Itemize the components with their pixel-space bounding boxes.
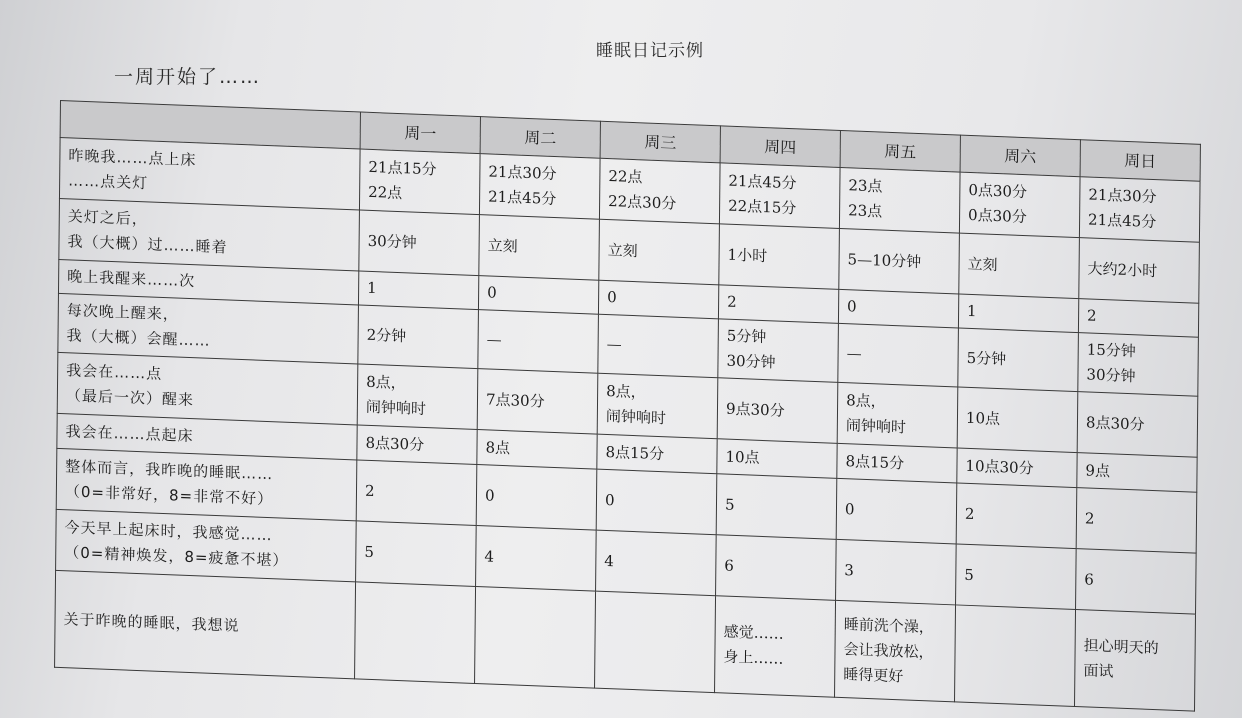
table-cell: 大约2小时 (1079, 238, 1200, 304)
sleep-diary-table (54, 100, 1201, 712)
table-cell: 5—10分钟 (839, 228, 960, 294)
day-header-mon: 周一 (360, 112, 480, 154)
table-cell: 1 (958, 294, 1078, 333)
table-cell: 0 (476, 465, 597, 531)
table-cell: 6 (1076, 549, 1197, 615)
table-cell: — (478, 310, 599, 374)
table-cell: 8点30分 (357, 425, 477, 465)
table-cell: 立刻 (959, 233, 1080, 299)
table-cell: 1小时 (719, 224, 840, 290)
table-cell (955, 605, 1076, 707)
table-cell: 睡前洗个澡， 会让我放松， 睡得更好 (835, 600, 956, 702)
table-cell: — (838, 323, 959, 387)
table-cell: 2 (1076, 488, 1197, 554)
table-cell (595, 591, 716, 693)
table-cell: 8点15分 (597, 434, 717, 474)
table-cell: 5 (716, 474, 837, 540)
row-label: 我会在……点 （最后一次）醒来 (57, 352, 358, 424)
table-cell: 10点 (957, 387, 1078, 453)
table-cell: 0点30分 0点30分 (959, 172, 1080, 238)
table-cell: 0 (478, 276, 598, 315)
day-header-wed: 周三 (600, 121, 720, 163)
table-cell: 10点 (717, 439, 837, 479)
table-cell: 感觉…… 身上…… (715, 596, 836, 698)
table-cell: 9点30分 (717, 378, 838, 444)
row-label: 关于昨晚的睡眠，我想说 (55, 570, 356, 678)
table-cell: 23点 23点 (839, 167, 960, 233)
table-cell: 8点15分 (837, 443, 957, 483)
table-cell: 15分钟 30分钟 (1078, 333, 1199, 397)
table-cell: 0 (596, 469, 717, 535)
table-cell: 9点 (1077, 453, 1197, 493)
table-cell: 21点45分 22点15分 (719, 163, 840, 229)
table-cell: 4 (596, 530, 717, 596)
day-header-thu: 周四 (720, 126, 840, 168)
row-label: 今天早上起床时，我感觉…… （0=精神焕发，8=疲惫不堪） (56, 509, 357, 581)
table-cell: 0 (838, 289, 958, 328)
row-label: 每次晚上醒来， 我（大概）会醒…… (58, 293, 359, 364)
row-label: 整体而言，我昨晚的睡眠…… （0=非常好，8=非常不好） (56, 448, 357, 520)
table-cell: 21点30分 21点45分 (479, 154, 600, 220)
table-cell: 6 (716, 535, 837, 601)
table-cell: 8点 (477, 430, 597, 470)
table-cell: 5 (956, 544, 1077, 610)
table-cell: 5 (356, 521, 477, 587)
table-cell: — (598, 314, 719, 378)
table-cell: 21点15分 22点 (359, 149, 480, 215)
table-cell: 2 (1078, 299, 1198, 338)
table-cell: 8点30分 (1077, 392, 1198, 458)
table-cell: 4 (476, 526, 597, 592)
row-label: 昨晚我……点上床 ……点关灯 (59, 138, 360, 210)
sleep-diary-table-wrapper (54, 100, 1200, 712)
day-header-fri: 周五 (840, 130, 960, 172)
table-cell: 1 (358, 271, 478, 310)
table-cell: 立刻 (599, 219, 720, 285)
table-cell (475, 586, 596, 688)
table-cell: 5分钟 (958, 328, 1079, 392)
table-cell: 0 (836, 478, 957, 544)
table-cell: 2 (718, 285, 838, 324)
table-cell: 8点， 闹钟响时 (357, 364, 478, 430)
table-cell: 2分钟 (358, 305, 479, 369)
table-cell: 担心明天的 面试 (1075, 610, 1196, 712)
page-title: 睡眠日记示例 (596, 41, 704, 61)
table-cell: 22点 22点30分 (599, 158, 720, 224)
table-cell: 8点， 闹钟响时 (837, 382, 958, 448)
row-label: 关灯之后， 我（大概）过……睡着 (59, 198, 360, 270)
row-label: 晚上我醒来……次 (58, 259, 358, 305)
table-cell: 立刻 (479, 215, 600, 281)
intro-text: 一周开始了…… (114, 66, 262, 88)
table-cell: 2 (356, 460, 477, 526)
day-header-tue: 周二 (480, 117, 600, 159)
table-cell: 5分钟 30分钟 (718, 319, 839, 383)
table-cell: 2 (956, 483, 1077, 549)
table-cell: 0 (598, 280, 718, 319)
table-cell: 8点， 闹钟响时 (597, 373, 718, 439)
day-header-sun: 周日 (1080, 140, 1200, 182)
table-cell: 21点30分 21点45分 (1079, 177, 1200, 243)
table-cell (355, 582, 476, 684)
day-header-sat: 周六 (960, 135, 1080, 177)
table-cell: 10点30分 (957, 448, 1077, 488)
table-cell: 30分钟 (359, 210, 480, 276)
row-label: 我会在……点起床 (57, 413, 357, 460)
table-cell: 7点30分 (477, 369, 598, 435)
table-cell: 3 (836, 539, 957, 605)
